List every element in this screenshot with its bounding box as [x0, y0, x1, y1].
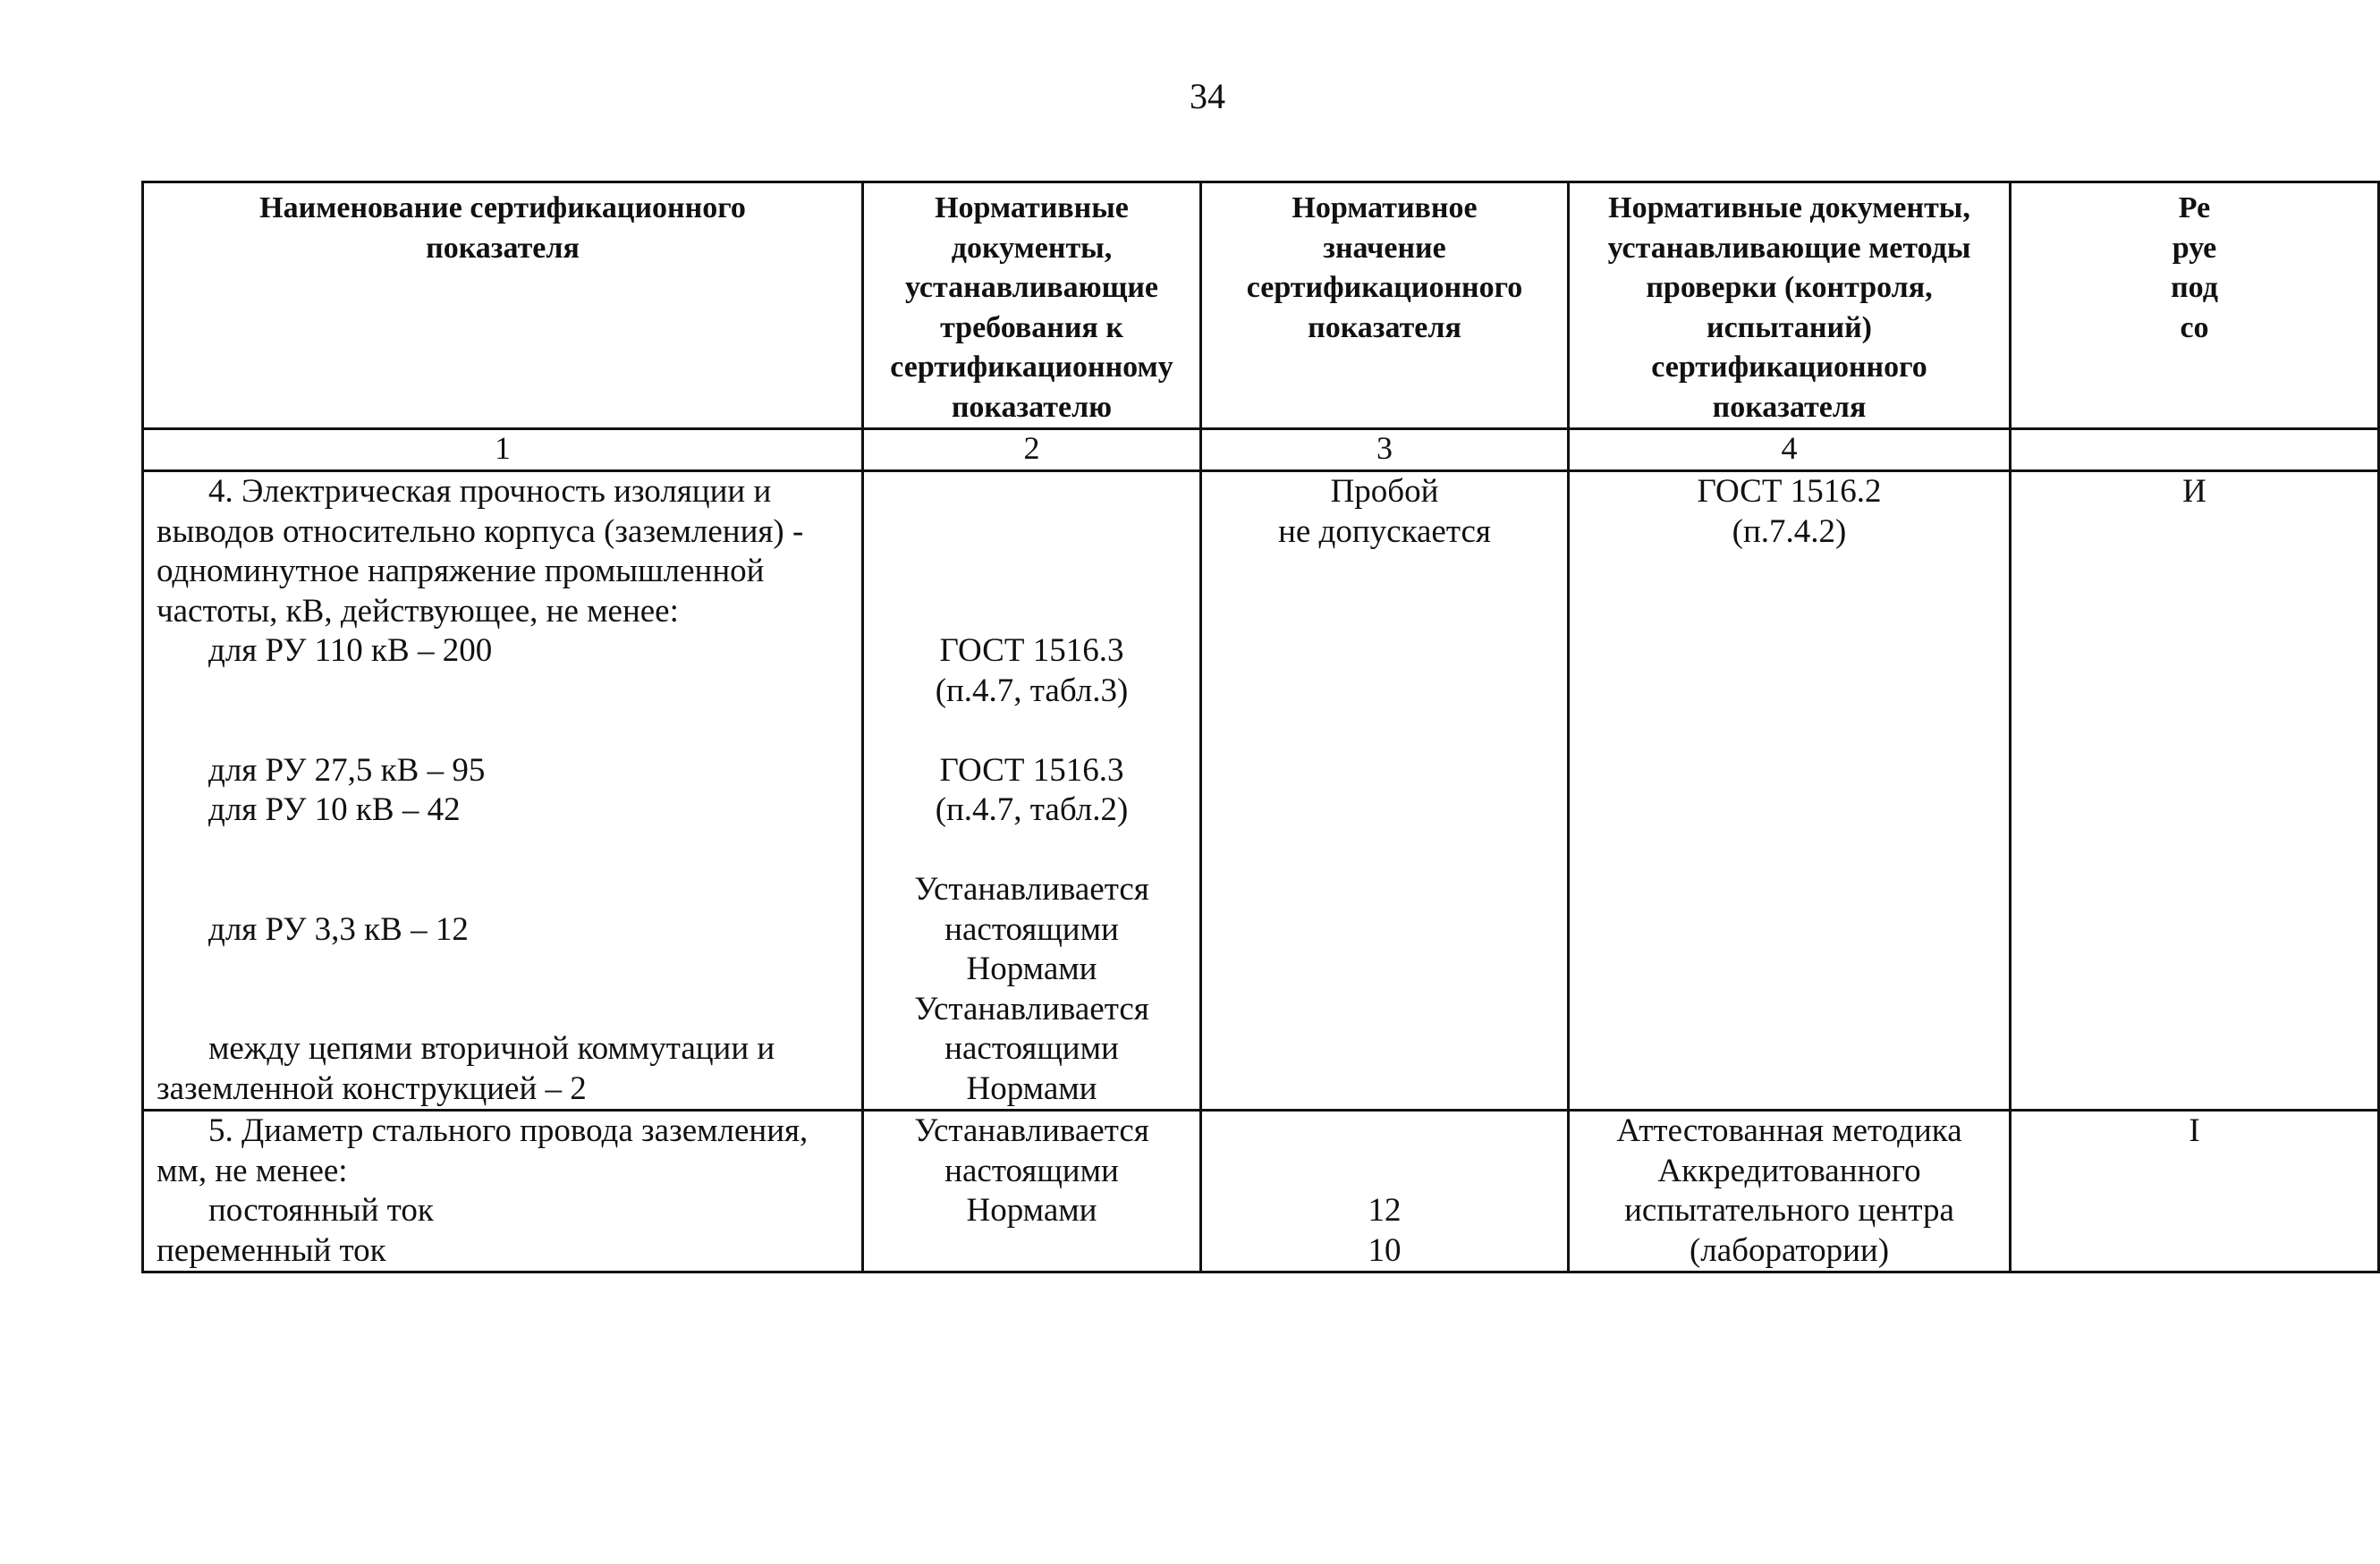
column-number: 3	[1201, 429, 1569, 471]
established-by-norms: Устанавливается	[914, 1112, 1149, 1149]
column-number: 4	[1569, 429, 2011, 471]
established-by-norms: настоящими	[944, 1152, 1119, 1189]
test-method-line: (лаборатории)	[1689, 1231, 1890, 1269]
certification-table	[141, 181, 2380, 1273]
row-4-text-line: выводов относительно корпуса (заземления) -	[157, 512, 804, 550]
row-5-norm-docs	[863, 1111, 1201, 1272]
header-col-5-line: со	[2180, 310, 2209, 344]
gost-reference: ГОСТ 1516.3	[939, 751, 1124, 789]
header-col-2	[863, 182, 1201, 429]
header-col-3-line: Нормативное	[1292, 191, 1478, 224]
page-number: 34	[1190, 76, 1225, 116]
row-4-text-line: одноминутное напряжение промышленной	[157, 553, 765, 589]
sub-item-secondary-circuits-cont: заземленной конструкцией – 2	[157, 1069, 587, 1107]
header-col-1-line: показателя	[426, 231, 580, 265]
gost-clause: (п.4.7, табл.3)	[935, 672, 1129, 709]
test-method-line: (п.7.4.2)	[1732, 512, 1847, 550]
norm-value-line: не допускается	[1278, 512, 1491, 550]
header-col-3-line: показателя	[1308, 310, 1461, 344]
row-5-norm-value	[1201, 1111, 1569, 1272]
header-col-4-line: сертификационного	[1651, 351, 1927, 384]
sub-item-ru-27-5: для РУ 27,5 кВ – 95	[208, 751, 486, 789]
established-by-norms: Устанавливается	[914, 871, 1149, 908]
row-5-indicator	[143, 1111, 863, 1272]
header-col-3-line: значение	[1323, 231, 1446, 265]
row-5-text-line: 5. Диаметр стального провода заземления,	[208, 1112, 809, 1149]
row-5-col-5	[2011, 1111, 2379, 1272]
established-by-norms: Нормами	[966, 951, 1097, 987]
column-number-row	[143, 429, 2379, 471]
norm-value-dc: 12	[1368, 1192, 1402, 1229]
row-4-norm-value	[1201, 471, 1569, 1111]
column-number: 2	[863, 429, 1201, 471]
header-col-1-line: Наименование сертификационного	[259, 191, 746, 224]
header-col-2-line: сертификационному	[890, 351, 1173, 384]
col-5-text: I	[2189, 1112, 2200, 1149]
established-by-norms: Нормами	[966, 1069, 1097, 1107]
column-number	[2011, 429, 2379, 471]
row-5-test-method	[1569, 1111, 2011, 1272]
table-row-4	[143, 471, 2379, 1111]
header-col-4-line: проверки (контроля,	[1646, 271, 1933, 304]
row-4-test-method	[1569, 471, 2011, 1111]
header-col-2-line: требования к	[940, 310, 1123, 344]
sub-item-ac: переменный ток	[157, 1231, 386, 1269]
row-4-norm-docs	[863, 471, 1201, 1111]
header-col-2-line: показателю	[951, 390, 1113, 424]
row-4-text-line: 4. Электрическая прочность изоляции и	[208, 473, 772, 510]
table-row-5	[143, 1111, 2379, 1272]
row-4-indicator	[143, 471, 863, 1111]
header-col-1	[143, 182, 863, 429]
sub-item-ru-10: для РУ 10 кВ – 42	[208, 791, 461, 828]
header-col-2-line: Нормативные	[935, 191, 1129, 224]
norm-value-line: Пробой	[1330, 473, 1439, 510]
sub-item-ru-110: для РУ 110 кВ – 200	[208, 632, 493, 669]
row-4-text-line: частоты, кВ, действующее, не менее:	[157, 592, 679, 630]
established-by-norms: настоящими	[944, 1030, 1119, 1067]
row-5-text-line: мм, не менее:	[157, 1152, 348, 1189]
header-col-3	[1201, 182, 1569, 429]
header-col-2-line: документы,	[951, 231, 1113, 265]
header-col-5-line: Ре	[2178, 191, 2211, 224]
norm-value-ac: 10	[1368, 1231, 1402, 1269]
sub-item-secondary-circuits: между цепями вторичной коммутации и	[208, 1030, 775, 1067]
row-4-col-5	[2011, 471, 2379, 1111]
test-method-line: Аккредитованного	[1657, 1152, 1921, 1189]
header-row	[143, 182, 2379, 429]
established-by-norms: Нормами	[966, 1192, 1097, 1229]
sub-item-dc: постоянный ток	[208, 1192, 434, 1229]
certification-table-container	[141, 181, 2218, 1269]
header-col-4-line: испытаний)	[1706, 310, 1873, 344]
column-number: 1	[143, 429, 863, 471]
established-by-norms: настоящими	[944, 910, 1119, 948]
header-col-5-line: руе	[2172, 231, 2217, 265]
header-col-2-line: устанавливающие	[904, 271, 1159, 304]
header-col-4-line: устанавливающие методы	[1607, 231, 1971, 265]
sub-item-ru-3-3: для РУ 3,3 кВ – 12	[208, 910, 469, 948]
header-col-4-line: Нормативные документы,	[1608, 191, 1970, 224]
test-method-line: Аттестованная методика	[1616, 1112, 1962, 1149]
gost-clause: (п.4.7, табл.2)	[935, 791, 1129, 828]
col-5-text: И	[2182, 473, 2206, 510]
header-col-5-line: под	[2171, 271, 2218, 304]
header-col-5	[2011, 182, 2379, 429]
header-col-3-line: сертификационного	[1246, 271, 1523, 304]
established-by-norms: Устанавливается	[914, 990, 1149, 1027]
header-col-4	[1569, 182, 2011, 429]
test-method-line: испытательного центра	[1624, 1192, 1954, 1229]
header-col-4-line: показателя	[1712, 390, 1867, 424]
gost-reference: ГОСТ 1516.3	[939, 632, 1124, 669]
test-method-line: ГОСТ 1516.2	[1697, 473, 1882, 510]
